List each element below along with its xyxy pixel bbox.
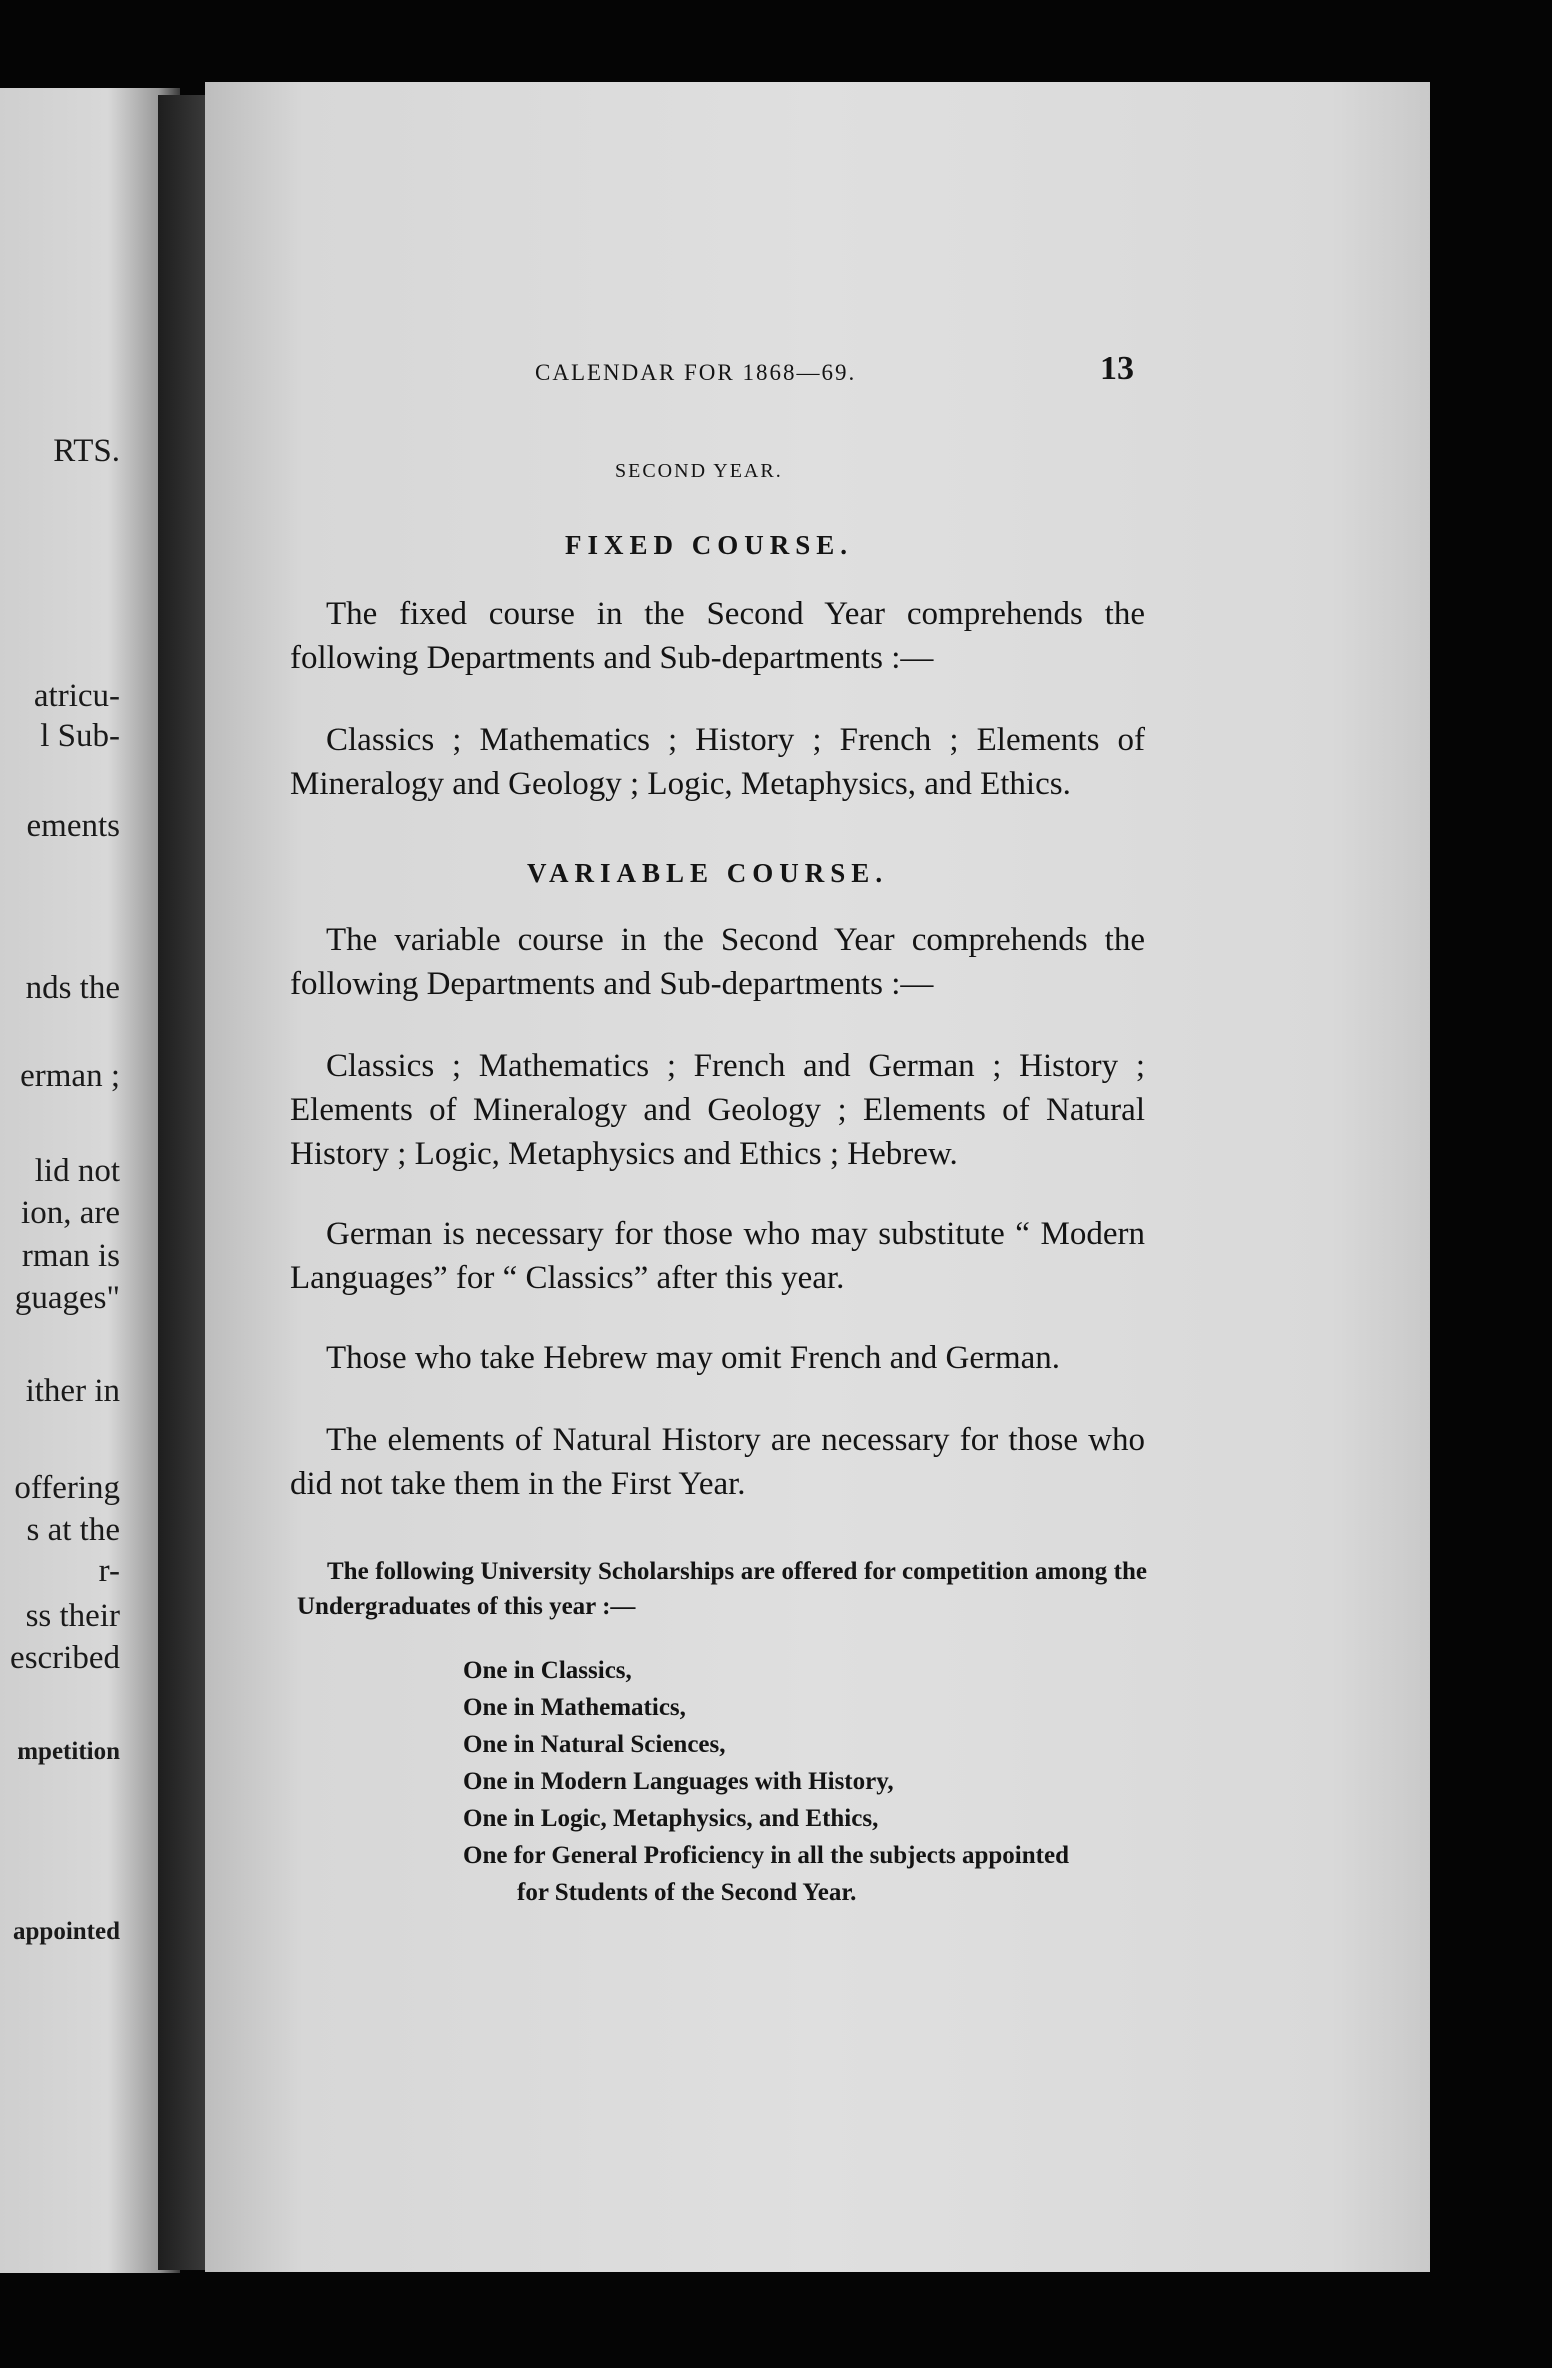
facing-page-text: ements — [26, 808, 120, 844]
list-item: One in Logic, Metaphysics, and Ethics, — [463, 1805, 879, 1832]
facing-page-text: rman is — [21, 1238, 120, 1274]
facing-page-text: appointed — [13, 1918, 120, 1945]
facing-page-text: ion, are — [21, 1195, 120, 1231]
book-page — [205, 82, 1430, 2272]
facing-page-text: s at the — [26, 1512, 120, 1548]
facing-page-text: erman ; — [20, 1058, 120, 1094]
fixed-course-intro: The fixed course in the Second Year comprehends the following Departments and Sub-departments :— — [290, 596, 1145, 676]
fixed-course-heading: FIXED COURSE. — [565, 530, 854, 560]
hebrew-note: Those who take Hebrew may omit French and German. — [326, 1340, 1061, 1376]
running-head: CALENDAR FOR 1868—69. — [535, 360, 857, 385]
list-item: One in Classics, — [463, 1657, 632, 1684]
facing-page-text: l Sub- — [40, 718, 120, 754]
facing-page-text: escribed — [10, 1640, 120, 1676]
facing-page-text: ither in — [25, 1373, 120, 1409]
list-item-text: One for General Proficiency in all the subjects appointed — [463, 1842, 1069, 1869]
list-item: One in Natural Sciences, — [463, 1731, 726, 1758]
facing-page-text: nds the — [25, 970, 120, 1006]
variable-course-intro: The variable course in the Second Year comprehends the following Departments and Sub-departments :— — [290, 922, 1145, 1002]
natural-history-note: The elements of Natural History are necessary for those who did not take them in the First Year. — [290, 1422, 1145, 1502]
facing-page-text: guages" — [14, 1280, 120, 1316]
list-item — [463, 1837, 1183, 1911]
german-note: German is necessary for those who may substitute “ Modern Languages” for “ Classics” after this year. — [290, 1216, 1145, 1296]
facing-page-text: r- — [98, 1553, 120, 1589]
facing-page-text: lid not — [34, 1153, 120, 1189]
facing-page-text: offering — [14, 1470, 120, 1506]
facing-page — [0, 88, 180, 2273]
section-label: SECOND YEAR. — [615, 460, 783, 482]
scholarships-intro: The following University Scholarships are offered for competition among the Undergraduates of this year :— — [297, 1558, 1147, 1620]
list-item-continuation: for Students of the Second Year. — [517, 1879, 857, 1906]
facing-page-text: RTS. — [53, 433, 120, 469]
book-gutter — [158, 95, 210, 2270]
facing-page-text: atricu- — [33, 678, 120, 714]
list-item: One in Modern Languages with History, — [463, 1768, 894, 1795]
page-number: 13 — [1100, 350, 1134, 387]
list-item: One in Mathematics, — [463, 1694, 686, 1721]
fixed-course-subjects: Classics ; Mathematics ; History ; French ; Elements of Mineralogy and Geology ; Logic, Metaphysics, and Ethics. — [290, 722, 1145, 802]
variable-course-heading: VARIABLE COURSE. — [527, 858, 889, 888]
facing-page-text: ss their — [25, 1598, 120, 1634]
scholarship-list — [463, 1652, 1183, 1911]
facing-page-text: mpetition — [17, 1738, 120, 1765]
variable-course-subjects: Classics ; Mathematics ; French and German ; History ; Elements of Mineralogy and Geology ; Elements of Natural History ; Logic, Metaphysics and Ethics ; Hebrew. — [290, 1048, 1145, 1172]
